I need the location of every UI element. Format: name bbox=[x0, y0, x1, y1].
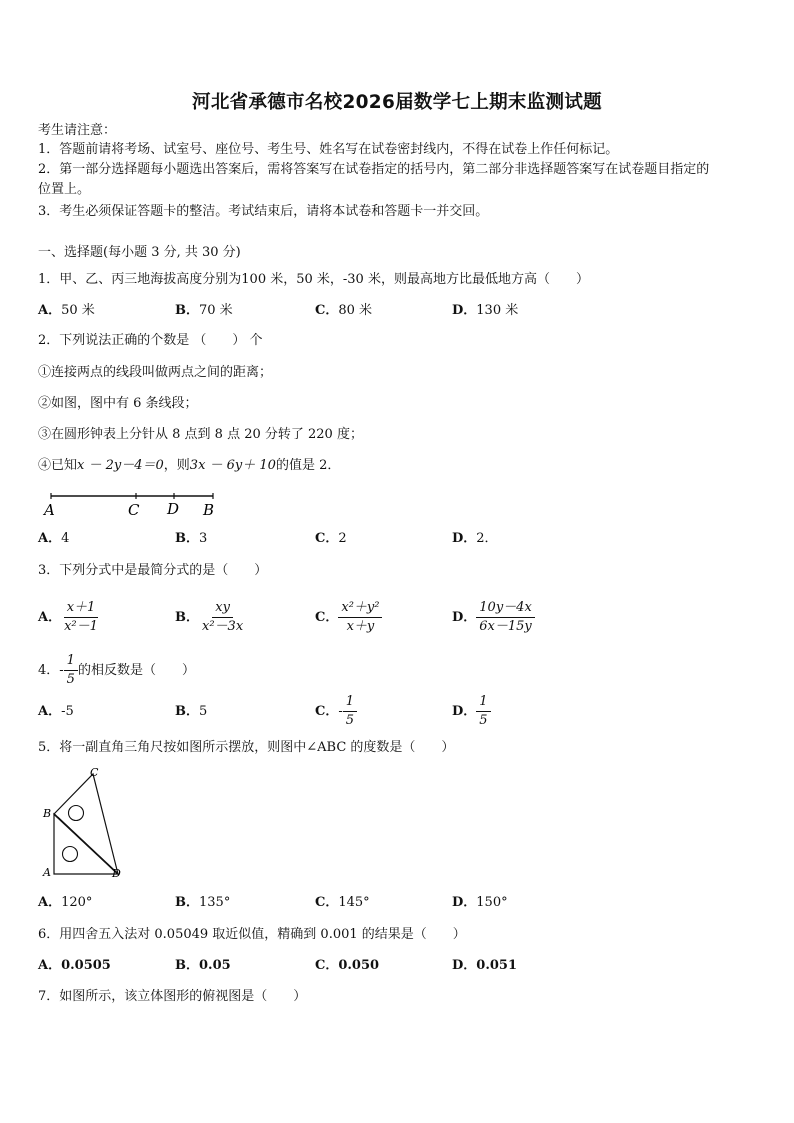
point-label-b: B bbox=[203, 501, 215, 519]
ruler-hole-lower bbox=[63, 847, 78, 862]
option-label: D． bbox=[452, 958, 477, 973]
option-a[interactable] bbox=[38, 959, 111, 972]
option-label: D． bbox=[452, 703, 477, 719]
option-text: 130 米 bbox=[476, 303, 519, 318]
option-text: 5 bbox=[199, 703, 208, 719]
option-text: 150° bbox=[476, 895, 508, 910]
triangle-rulers-figure bbox=[38, 764, 138, 884]
question-3-options bbox=[38, 597, 598, 641]
option-text: 50 米 bbox=[61, 303, 95, 318]
option-d[interactable] bbox=[452, 959, 517, 972]
option-label: A． bbox=[38, 958, 62, 973]
option-a[interactable] bbox=[38, 304, 95, 317]
option-a[interactable] bbox=[38, 896, 92, 909]
option-label: B． bbox=[175, 958, 199, 973]
denominator: 5 bbox=[66, 671, 75, 687]
option-label: C． bbox=[315, 303, 339, 318]
ruler-hole-upper bbox=[69, 806, 84, 821]
option-text: 120° bbox=[61, 895, 93, 910]
option-a[interactable] bbox=[38, 692, 74, 730]
option-c[interactable] bbox=[315, 532, 347, 545]
option-text: 2． bbox=[476, 531, 498, 546]
option-text: 145° bbox=[338, 895, 370, 910]
option-b[interactable] bbox=[175, 532, 207, 545]
option-label: B． bbox=[175, 531, 199, 546]
option-d[interactable] bbox=[452, 896, 508, 909]
option-text: 0.0505 bbox=[61, 958, 111, 973]
fraction bbox=[64, 654, 78, 686]
numerator: 1 bbox=[476, 695, 490, 712]
point-label-b: B bbox=[43, 807, 52, 820]
option-c[interactable] bbox=[315, 597, 382, 637]
page-title: 河北省承德市名校2026届数学七上期末监测试题 bbox=[192, 92, 602, 113]
option-label: C． bbox=[315, 958, 339, 973]
numerator: 1 bbox=[64, 654, 78, 671]
statement-2: ②如图，图中有 6 条线段； bbox=[38, 396, 198, 411]
option-c[interactable] bbox=[315, 304, 372, 317]
denominator: x＋y bbox=[346, 618, 375, 634]
option-text: 0.051 bbox=[476, 958, 517, 973]
denominator: 5 bbox=[479, 712, 488, 728]
denominator: x²－3x bbox=[202, 618, 244, 634]
option-label: C． bbox=[315, 703, 339, 719]
denominator: 5 bbox=[345, 712, 355, 728]
notice-item: 2．第一部分选择题每小题选出答案后，需将答案写在试卷指定的括号内，第二部分非选择题答案写在试卷题目指定的 bbox=[38, 162, 710, 177]
option-a[interactable] bbox=[38, 597, 101, 637]
option-c[interactable] bbox=[315, 896, 370, 909]
option-label: B． bbox=[175, 895, 199, 910]
option-text: 70 米 bbox=[199, 303, 233, 318]
option-label: D． bbox=[452, 895, 477, 910]
question-7-stem: 7．如图所示，该立体图形的俯视图是（ ） bbox=[38, 989, 307, 1004]
option-label: A． bbox=[38, 703, 62, 719]
fraction bbox=[199, 601, 246, 633]
point-label-a: A bbox=[44, 501, 55, 519]
denominator: x²－1 bbox=[64, 618, 98, 634]
option-text: 2 bbox=[338, 531, 347, 546]
option-label: A． bbox=[38, 531, 62, 546]
option-label: A． bbox=[38, 895, 62, 910]
statement-3: ③在圆形钟表上分针从 8 点到 8 点 20 分转了 220 度； bbox=[38, 427, 363, 442]
statement-4-suffix: 的值是 2． bbox=[275, 458, 341, 473]
expression-target: 3x － 6y＋ 10 bbox=[189, 458, 276, 473]
option-label: D． bbox=[452, 303, 477, 318]
option-d[interactable] bbox=[452, 532, 498, 545]
option-label: C． bbox=[315, 609, 339, 625]
equation-given: x － 2y－4＝0 bbox=[77, 458, 164, 473]
option-c[interactable] bbox=[315, 692, 357, 730]
statement-4 bbox=[38, 459, 340, 472]
point-label-c: C bbox=[90, 766, 99, 779]
option-text: 0.050 bbox=[338, 958, 380, 973]
question-3-stem: 3．下列分式中是最简分式的是（ ） bbox=[38, 563, 268, 578]
option-label: D． bbox=[452, 609, 477, 625]
option-label: D． bbox=[452, 531, 477, 546]
fraction bbox=[476, 601, 535, 633]
question-1-stem: 1．甲、乙、丙三地海拔高度分别为100 米，50 米，-30 米，则最高地方比最低地方高（ ） bbox=[38, 272, 589, 287]
option-b[interactable] bbox=[175, 304, 233, 317]
option-label: B． bbox=[175, 303, 199, 318]
option-b[interactable] bbox=[175, 896, 230, 909]
option-a[interactable] bbox=[38, 532, 69, 545]
option-d[interactable] bbox=[452, 304, 518, 317]
fraction bbox=[338, 601, 382, 633]
option-b[interactable] bbox=[175, 959, 231, 972]
notice-item: 3．考生必须保证答题卡的整洁。考试结束后，请将本试卷和答题卡一并交回。 bbox=[38, 204, 489, 219]
point-label-d: D bbox=[112, 867, 121, 880]
question-4-options bbox=[38, 692, 598, 732]
option-label: A． bbox=[38, 303, 62, 318]
question-6-stem: 6．用四舍五入法对 0.05049 取近似值，精确到 0.001 的结果是（ ） bbox=[38, 927, 466, 942]
statement-4-middle: ，则 bbox=[163, 458, 190, 473]
numerator: xy bbox=[212, 601, 233, 618]
option-text: 4 bbox=[61, 531, 70, 546]
fraction bbox=[476, 695, 490, 727]
denominator: 6x－15y bbox=[479, 618, 532, 634]
statement-4-prefix: ④已知 bbox=[38, 458, 78, 473]
question-4-suffix: 的相反数是（ ） bbox=[77, 662, 195, 678]
notice-heading: 考生请注意： bbox=[38, 123, 117, 138]
option-c[interactable] bbox=[315, 959, 379, 972]
minus-sign: - bbox=[338, 703, 343, 719]
numerator: 1 bbox=[343, 695, 357, 712]
option-text: 3 bbox=[199, 531, 208, 546]
option-label: B． bbox=[175, 609, 199, 625]
line-segment-figure bbox=[40, 488, 230, 520]
option-label: C． bbox=[315, 895, 339, 910]
option-text: 80 米 bbox=[338, 303, 373, 318]
numerator: x²＋y² bbox=[338, 601, 382, 618]
question-5-stem: 5．将一副直角三角尺按如图所示摆放，则图中∠ABC 的度数是（ ） bbox=[38, 740, 455, 755]
question-4-stem bbox=[38, 651, 195, 689]
option-label: A． bbox=[38, 609, 62, 625]
point-label-c: C bbox=[128, 501, 140, 519]
option-text: 0.05 bbox=[199, 958, 231, 973]
option-d[interactable] bbox=[452, 692, 491, 730]
section-heading: 一、选择题(每小题 3 分, 共 30 分) bbox=[38, 245, 241, 260]
option-text: -5 bbox=[61, 703, 74, 719]
point-label-d: D bbox=[167, 500, 180, 518]
numerator: x＋1 bbox=[64, 601, 99, 618]
numerator: 10y－4x bbox=[476, 601, 535, 618]
option-label: B． bbox=[175, 703, 199, 719]
option-label: C． bbox=[315, 531, 339, 546]
notice-item: 1．答题前请将考场、试室号、座位号、考生号、姓名写在试卷密封线内，不得在试卷上作任何标记。 bbox=[38, 142, 619, 157]
fraction bbox=[343, 695, 357, 727]
option-b[interactable] bbox=[175, 692, 207, 730]
option-text: 135° bbox=[199, 895, 231, 910]
question-2-stem: 2．下列说法正确的个数是 （ ） 个 bbox=[38, 333, 263, 348]
point-label-a: A bbox=[43, 866, 51, 879]
option-b[interactable] bbox=[175, 597, 246, 637]
statement-1: ①连接两点的线段叫做两点之间的距离； bbox=[38, 365, 273, 380]
option-d[interactable] bbox=[452, 597, 535, 637]
question-4-prefix: 4．- bbox=[38, 662, 64, 678]
fraction bbox=[61, 601, 101, 633]
notice-item: 位置上。 bbox=[38, 182, 91, 197]
